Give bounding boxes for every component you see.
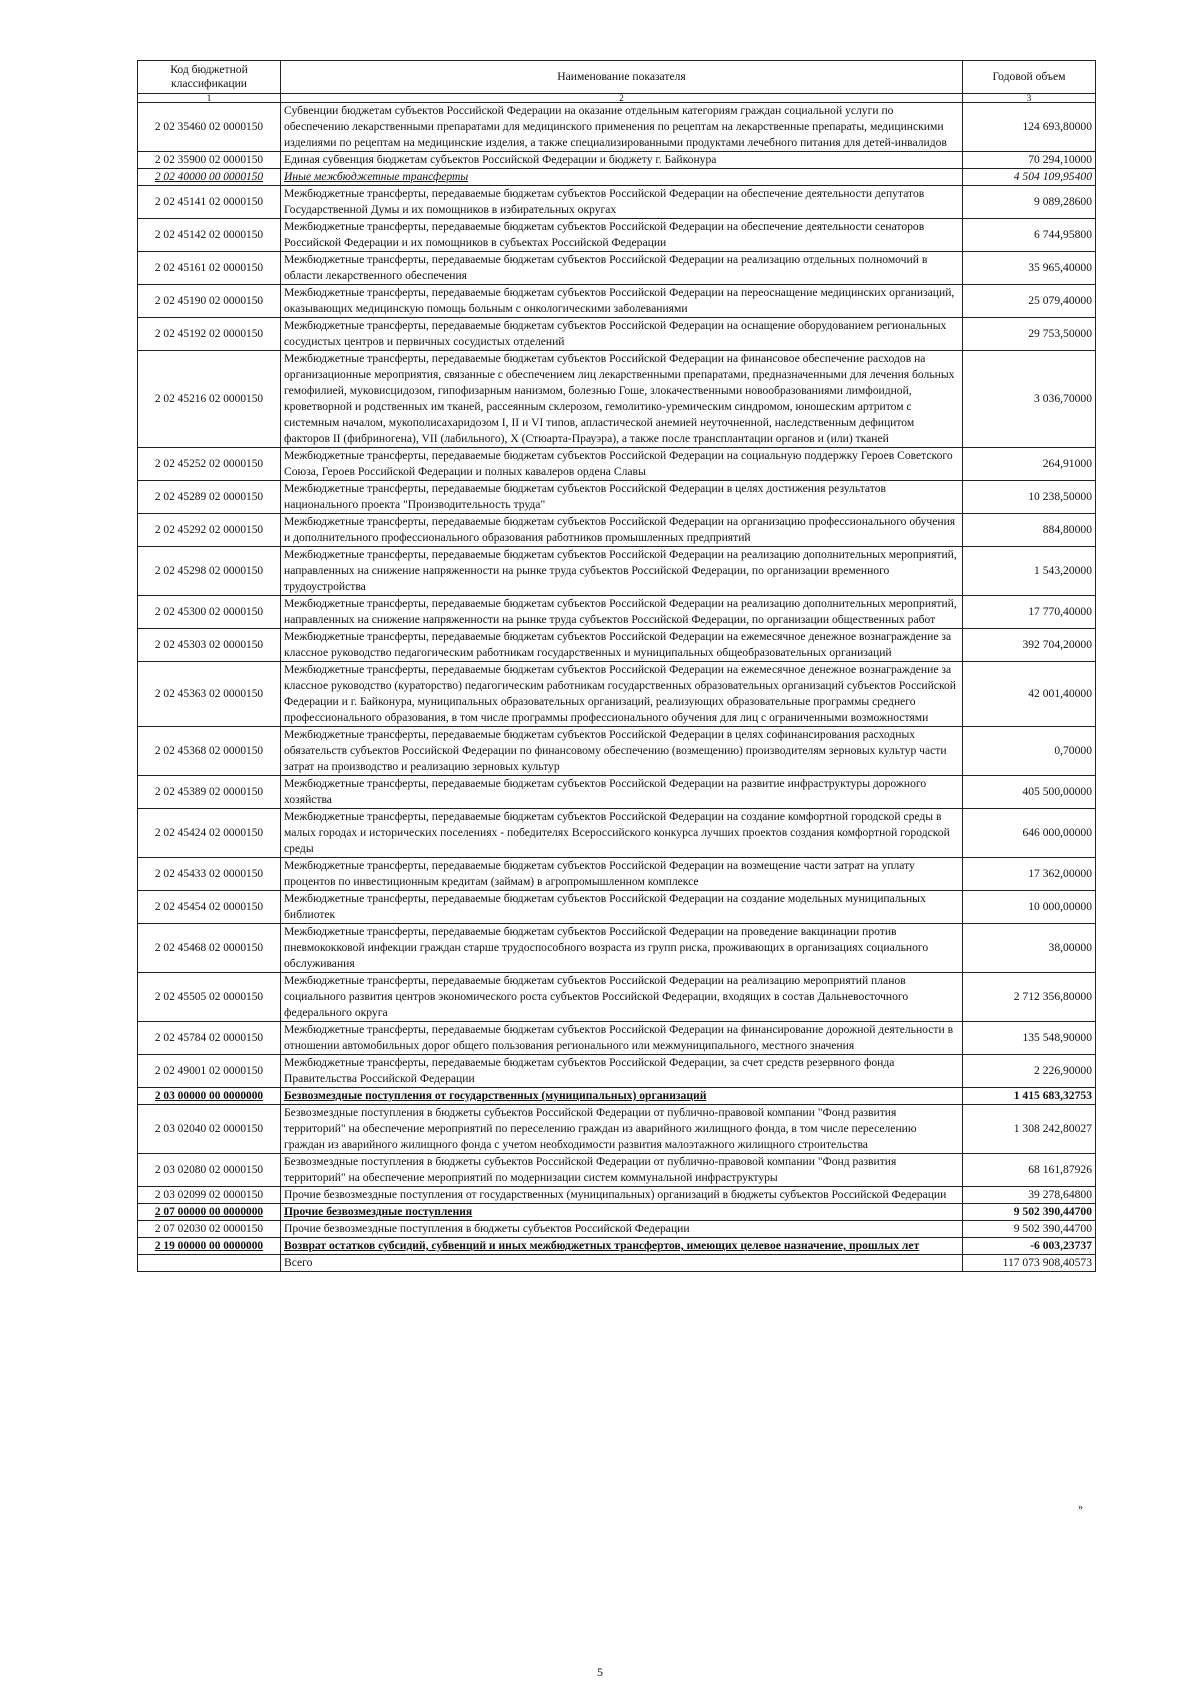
table-row [138,924,1096,973]
row-code: 2 02 45368 02 0000150 [138,727,281,776]
table-row [138,1154,1096,1187]
row-code: 2 02 45454 02 0000150 [138,891,281,924]
closing-quote-mark: » [1078,1502,1083,1513]
row-name: Межбюджетные трансферты, передаваемые бюджетам субъектов Российской Федерации на финансовое обеспечение расходов на организационные мероприятия, связанные с обеспечением лиц лекарственными препаратами, предназначенными для лечения больных гемофилией, муковисцидозом, гипофизарным нанизмом, болезнью Гоше, злокачественными новообразованиями лимфоидной, кроветворной и родственных им тканей, рассеянным склерозом, гемолитико-уремическим синдромом, юношеским артритом с системным началом, мукополисахаридозом I, II и VI типов, апластической анемией неуточненной, наследственным дефицитом факторов II (фибриногена), VII (лабильного), X (Стюарта-Прауэра), а также после трансплантации органов и (или) тканей [281,351,963,448]
row-name: Межбюджетные трансферты, передаваемые бюджетам субъектов Российской Федерации на создание комфортной городской среды в малых городах и исторических поселениях - победителях Всероссийского конкурса лучших проектов создания комфортной городской среды [281,809,963,858]
column-number-row [138,94,1096,103]
table-row [138,1238,1096,1255]
table-row [138,152,1096,169]
header-amount: Годовой объем [963,61,1096,94]
row-name: Межбюджетные трансферты, передаваемые бюджетам субъектов Российской Федерации на реализацию дополнительных мероприятий, направленных на снижение напряженности на рынке труда субъектов Российской Федерации, по организации общественных работ [281,596,963,629]
table-row [138,727,1096,776]
table-row [138,1204,1096,1221]
row-code: 2 02 45424 02 0000150 [138,809,281,858]
table-row [138,285,1096,318]
table-row [138,351,1096,448]
table-row [138,481,1096,514]
table-row [138,547,1096,596]
table-row [138,448,1096,481]
row-code: 2 02 45216 02 0000150 [138,351,281,448]
table-row [138,1105,1096,1154]
table-row [138,1088,1096,1105]
row-name: Межбюджетные трансферты, передаваемые бюджетам субъектов Российской Федерации на оснащение оборудованием региональных сосудистых центров и первичных сосудистых отделений [281,318,963,351]
row-name: Безвозмездные поступления от государственных (муниципальных) организаций [281,1088,963,1105]
row-amount: 10 238,50000 [963,481,1096,514]
row-name: Возврат остатков субсидий, субвенций и иных межбюджетных трансфертов, имеющих целевое назначение, прошлых лет [281,1238,963,1255]
row-name: Межбюджетные трансферты, передаваемые бюджетам субъектов Российской Федерации на переоснащение медицинских организаций, оказывающих медицинскую помощь больным с онкологическими заболеваниями [281,285,963,318]
table-row [138,1055,1096,1088]
column-number-1: 1 [138,94,281,103]
table-row [138,514,1096,547]
row-amount: 70 294,10000 [963,152,1096,169]
row-amount: 35 965,40000 [963,252,1096,285]
row-amount: 124 693,80000 [963,103,1096,152]
row-amount: 4 504 109,95400 [963,169,1096,186]
row-code: 2 02 35460 02 0000150 [138,103,281,152]
row-code: 2 02 45190 02 0000150 [138,285,281,318]
row-amount: 25 079,40000 [963,285,1096,318]
row-code: 2 02 45389 02 0000150 [138,776,281,809]
row-amount: 29 753,50000 [963,318,1096,351]
row-name: Прочие безвозмездные поступления от государственных (муниципальных) организаций в бюджеты субъектов Российской Федерации [281,1187,963,1204]
row-name: Межбюджетные трансферты, передаваемые бюджетам субъектов Российской Федерации на развитие инфраструктуры дорожного хозяйства [281,776,963,809]
row-name: Субвенции бюджетам субъектов Российской Федерации на оказание отдельным категориям граждан социальной услуги по обеспечению лекарственными препаратами для медицинского применения по рецептам на лекарственные препараты, медицинскими изделиями по рецептам на медицинские изделия, а также специализированными продуктами лечебного питания для детей-инвалидов [281,103,963,152]
table-row [138,318,1096,351]
row-amount: 2 712 356,80000 [963,973,1096,1022]
row-amount: 10 000,00000 [963,891,1096,924]
table-row [138,809,1096,858]
row-code: 2 02 45363 02 0000150 [138,662,281,727]
row-name: Межбюджетные трансферты, передаваемые бюджетам субъектов Российской Федерации в целях софинансирования расходных обязательств субъектов Российской Федерации по финансовому обеспечению (возмещению) производителям зерновых культур части затрат на производство и реализацию зерновых культур [281,727,963,776]
row-name: Межбюджетные трансферты, передаваемые бюджетам субъектов Российской Федерации на ежемесячное денежное вознаграждение за классное руководство педагогическим работникам государственных и муниципальных общеобразовательных организаций [281,629,963,662]
row-amount: 9 502 390,44700 [963,1204,1096,1221]
row-amount: 3 036,70000 [963,351,1096,448]
row-code: 2 02 49001 02 0000150 [138,1055,281,1088]
table-row [138,1255,1096,1272]
row-amount: 1 308 242,80027 [963,1105,1096,1154]
row-name: Иные межбюджетные трансферты [281,169,963,186]
row-amount: 1 415 683,32753 [963,1088,1096,1105]
row-name: Межбюджетные трансферты, передаваемые бюджетам субъектов Российской Федерации на социальную поддержку Героев Советского Союза, Героев Российской Федерации и полных кавалеров ордена Славы [281,448,963,481]
row-amount: 9 089,28600 [963,186,1096,219]
row-code: 2 02 45192 02 0000150 [138,318,281,351]
row-code: 2 02 40000 00 0000150 [138,169,281,186]
row-amount: 135 548,90000 [963,1022,1096,1055]
table-row [138,1022,1096,1055]
row-name: Прочие безвозмездные поступления [281,1204,963,1221]
header-name: Наименование показателя [281,61,963,94]
row-name: Прочие безвозмездные поступления в бюджеты субъектов Российской Федерации [281,1221,963,1238]
table-row [138,973,1096,1022]
row-amount: 264,91000 [963,448,1096,481]
row-amount: 1 543,20000 [963,547,1096,596]
row-name: Межбюджетные трансферты, передаваемые бюджетам субъектов Российской Федерации, за счет средств резервного фонда Правительства Российской Федерации [281,1055,963,1088]
row-code [138,1255,281,1272]
table-row [138,858,1096,891]
budget-sheet [137,60,1095,1272]
row-amount: 42 001,40000 [963,662,1096,727]
row-name: Межбюджетные трансферты, передаваемые бюджетам субъектов Российской Федерации на реализацию мероприятий планов социального развития центров экономического роста субъектов Российской Федерации, входящих в состав Дальневосточного федерального округа [281,973,963,1022]
row-amount: 405 500,00000 [963,776,1096,809]
row-name: Безвозмездные поступления в бюджеты субъектов Российской Федерации от публично-правовой компании "Фонд развития территорий" на обеспечение мероприятий по переселению граждан из аварийного жилищного фонда, в том числе переселению граждан из аварийного жилищного фонда с учетом необходимости развития малоэтажного жилищного строительства [281,1105,963,1154]
row-amount: 39 278,64800 [963,1187,1096,1204]
row-name: Межбюджетные трансферты, передаваемые бюджетам субъектов Российской Федерации на создание модельных муниципальных библиотек [281,891,963,924]
row-code: 2 02 45784 02 0000150 [138,1022,281,1055]
row-code: 2 02 45141 02 0000150 [138,186,281,219]
row-name: Единая субвенция бюджетам субъектов Российской Федерации и бюджету г. Байконура [281,152,963,169]
row-name: Межбюджетные трансферты, передаваемые бюджетам субъектов Российской Федерации на ежемесячное денежное вознаграждение за классное руководство (кураторство) педагогическим работникам государственных образовательных организаций субъектов Российской Федерации и г. Байконура, муниципальных образовательных организаций, реализующих образовательные программы среднего профессионального образования, в том числе программы профессионального обучения для лиц с ограниченными возможностями [281,662,963,727]
row-code: 2 03 02080 02 0000150 [138,1154,281,1187]
row-code: 2 02 35900 02 0000150 [138,152,281,169]
table-row [138,776,1096,809]
table-row [138,1187,1096,1204]
table-row [138,186,1096,219]
table-row [138,891,1096,924]
row-name: Межбюджетные трансферты, передаваемые бюджетам субъектов Российской Федерации на обеспечение деятельности сенаторов Российской Федерации и их помощников в субъектах Российской Федерации [281,219,963,252]
row-code: 2 02 45252 02 0000150 [138,448,281,481]
row-code: 2 03 00000 00 0000000 [138,1088,281,1105]
row-amount: 884,80000 [963,514,1096,547]
row-name: Безвозмездные поступления в бюджеты субъектов Российской Федерации от публично-правовой компании "Фонд развития территорий" на обеспечение мероприятий по модернизации систем коммунальной инфраструктуры [281,1154,963,1187]
row-code: 2 02 45298 02 0000150 [138,547,281,596]
column-number-2: 2 [281,94,963,103]
row-amount: 17 770,40000 [963,596,1096,629]
row-name: Всего [281,1255,963,1272]
row-code: 2 02 45142 02 0000150 [138,219,281,252]
row-amount: 392 704,20000 [963,629,1096,662]
table-row [138,596,1096,629]
table-row [138,169,1096,186]
row-name: Межбюджетные трансферты, передаваемые бюджетам субъектов Российской Федерации на организацию профессионального обучения и дополнительного профессионального образования работников промышленных предприятий [281,514,963,547]
row-name: Межбюджетные трансферты, передаваемые бюджетам субъектов Российской Федерации на реализацию дополнительных мероприятий, направленных на снижение напряженности на рынке труда субъектов Российской Федерации, по организации временного трудоустройства [281,547,963,596]
row-amount: 6 744,95800 [963,219,1096,252]
row-amount: 38,00000 [963,924,1096,973]
row-name: Межбюджетные трансферты, передаваемые бюджетам субъектов Российской Федерации на возмещение части затрат на уплату процентов по инвестиционным кредитам (займам) в агропромышленном комплексе [281,858,963,891]
row-code: 2 02 45433 02 0000150 [138,858,281,891]
row-code: 2 19 00000 00 0000000 [138,1238,281,1255]
row-amount: -6 003,23737 [963,1238,1096,1255]
table-row [138,103,1096,152]
row-name: Межбюджетные трансферты, передаваемые бюджетам субъектов Российской Федерации на обеспечение деятельности депутатов Государственной Думы и их помощников в избирательных округах [281,186,963,219]
row-code: 2 02 45161 02 0000150 [138,252,281,285]
table-row [138,1221,1096,1238]
row-amount: 17 362,00000 [963,858,1096,891]
header-code: Код бюджетной классификации [138,61,281,94]
table-header-row [138,61,1096,94]
row-code: 2 07 00000 00 0000000 [138,1204,281,1221]
row-amount: 9 502 390,44700 [963,1221,1096,1238]
row-code: 2 02 45468 02 0000150 [138,924,281,973]
row-amount: 2 226,90000 [963,1055,1096,1088]
row-name: Межбюджетные трансферты, передаваемые бюджетам субъектов Российской Федерации в целях достижения результатов национального проекта "Производительность труда" [281,481,963,514]
row-amount: 646 000,00000 [963,809,1096,858]
row-code: 2 07 02030 02 0000150 [138,1221,281,1238]
budget-table [137,60,1096,1272]
page-number: 5 [597,1665,603,1679]
table-row [138,219,1096,252]
row-code: 2 02 45300 02 0000150 [138,596,281,629]
table-row [138,629,1096,662]
row-code: 2 02 45289 02 0000150 [138,481,281,514]
row-code: 2 03 02099 02 0000150 [138,1187,281,1204]
row-name: Межбюджетные трансферты, передаваемые бюджетам субъектов Российской Федерации на проведение вакцинации против пневмококковой инфекции граждан старше трудоспособного возраста из групп риска, проживающих в организациях социального обслуживания [281,924,963,973]
row-amount: 0,70000 [963,727,1096,776]
column-number-3: 3 [963,94,1096,103]
row-code: 2 02 45292 02 0000150 [138,514,281,547]
row-code: 2 03 02040 02 0000150 [138,1105,281,1154]
table-body [138,103,1096,1272]
row-code: 2 02 45505 02 0000150 [138,973,281,1022]
row-name: Межбюджетные трансферты, передаваемые бюджетам субъектов Российской Федерации на финансирование дорожной деятельности в отношении автомобильных дорог общего пользования регионального или межмуниципального, местного значения [281,1022,963,1055]
row-code: 2 02 45303 02 0000150 [138,629,281,662]
table-row [138,252,1096,285]
row-amount: 117 073 908,40573 [963,1255,1096,1272]
row-amount: 68 161,87926 [963,1154,1096,1187]
row-name: Межбюджетные трансферты, передаваемые бюджетам субъектов Российской Федерации на реализацию отдельных полномочий в области лекарственного обеспечения [281,252,963,285]
table-row [138,662,1096,727]
